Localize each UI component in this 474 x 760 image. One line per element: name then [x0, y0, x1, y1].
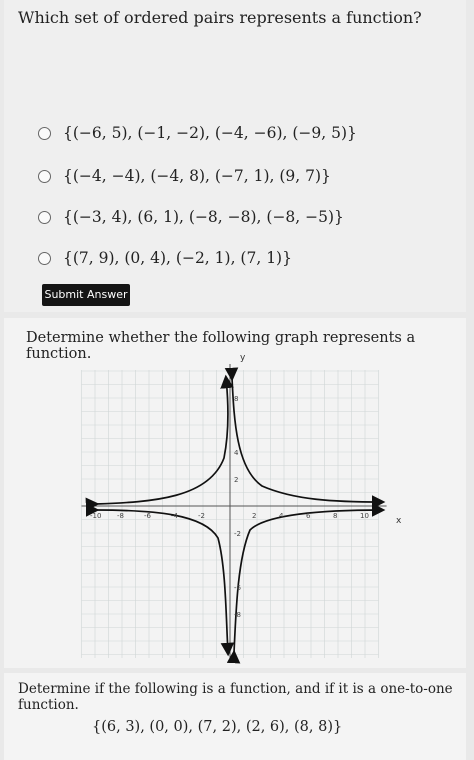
radio-button[interactable]: [38, 252, 51, 265]
x-tick-label: 8: [333, 512, 338, 520]
question-1-prompt: Which set of ordered pairs represents a function?: [18, 8, 422, 27]
y-tick-label: -6: [234, 584, 241, 592]
y-tick-label: 8: [234, 395, 239, 403]
option-4[interactable]: [38, 249, 292, 267]
curve-lower-left-branch: [96, 510, 228, 653]
x-tick-label: -10: [90, 512, 102, 520]
x-tick-label: -8: [117, 512, 124, 520]
y-tick-labels: [234, 395, 242, 619]
radio-button[interactable]: [38, 127, 51, 140]
question-2-panel: [4, 318, 466, 668]
question-3-panel: [4, 673, 466, 760]
x-tick-label: 2: [252, 512, 257, 520]
x-tick-label: 4: [279, 512, 284, 520]
option-2-label: {(−4, −4), (−4, 8), (−7, 1), (9, 7)}: [63, 167, 331, 185]
curve-upper-left-branch: [96, 378, 228, 504]
option-4-label: {(7, 9), (0, 4), (−2, 1), (7, 1)}: [63, 249, 292, 267]
y-tick-label: -2: [234, 530, 241, 538]
option-2[interactable]: [38, 167, 331, 185]
x-tick-label: -6: [144, 512, 151, 520]
graph: [4, 318, 466, 668]
curve-lower-right-branch: [234, 510, 382, 653]
option-3-label: {(−3, 4), (6, 1), (−8, −8), (−8, −5)}: [63, 208, 344, 226]
radio-button[interactable]: [38, 170, 51, 183]
y-tick-label: -8: [234, 611, 241, 619]
curve-upper-right-branch: [232, 378, 382, 502]
y-axis-label: y: [240, 353, 246, 363]
radio-button[interactable]: [38, 211, 51, 224]
x-tick-label: 6: [306, 512, 311, 520]
x-axis-label: x: [396, 516, 402, 526]
option-3[interactable]: [38, 208, 344, 226]
x-tick-labels: [90, 512, 369, 520]
submit-answer-button[interactable]: Submit Answer: [42, 284, 130, 306]
x-tick-label: -2: [198, 512, 205, 520]
question-2-prompt: Determine whether the following graph represents a function.: [26, 330, 416, 362]
ordered-pairs-set: {(6, 3), (0, 0), (7, 2), (2, 6), (8, 8)}: [92, 719, 343, 735]
y-tick-label: 4: [234, 449, 239, 457]
y-tick-label: 2: [234, 476, 239, 484]
x-tick-label: 10: [360, 512, 369, 520]
question-1-panel: [4, 0, 466, 312]
option-1[interactable]: [38, 124, 357, 142]
option-1-label: {(−6, 5), (−1, −2), (−4, −6), (−9, 5)}: [63, 124, 357, 142]
x-tick-label: -4: [171, 512, 178, 520]
question-3-prompt: Determine if the following is a function, and if it is a one-to-one function.: [18, 681, 453, 713]
